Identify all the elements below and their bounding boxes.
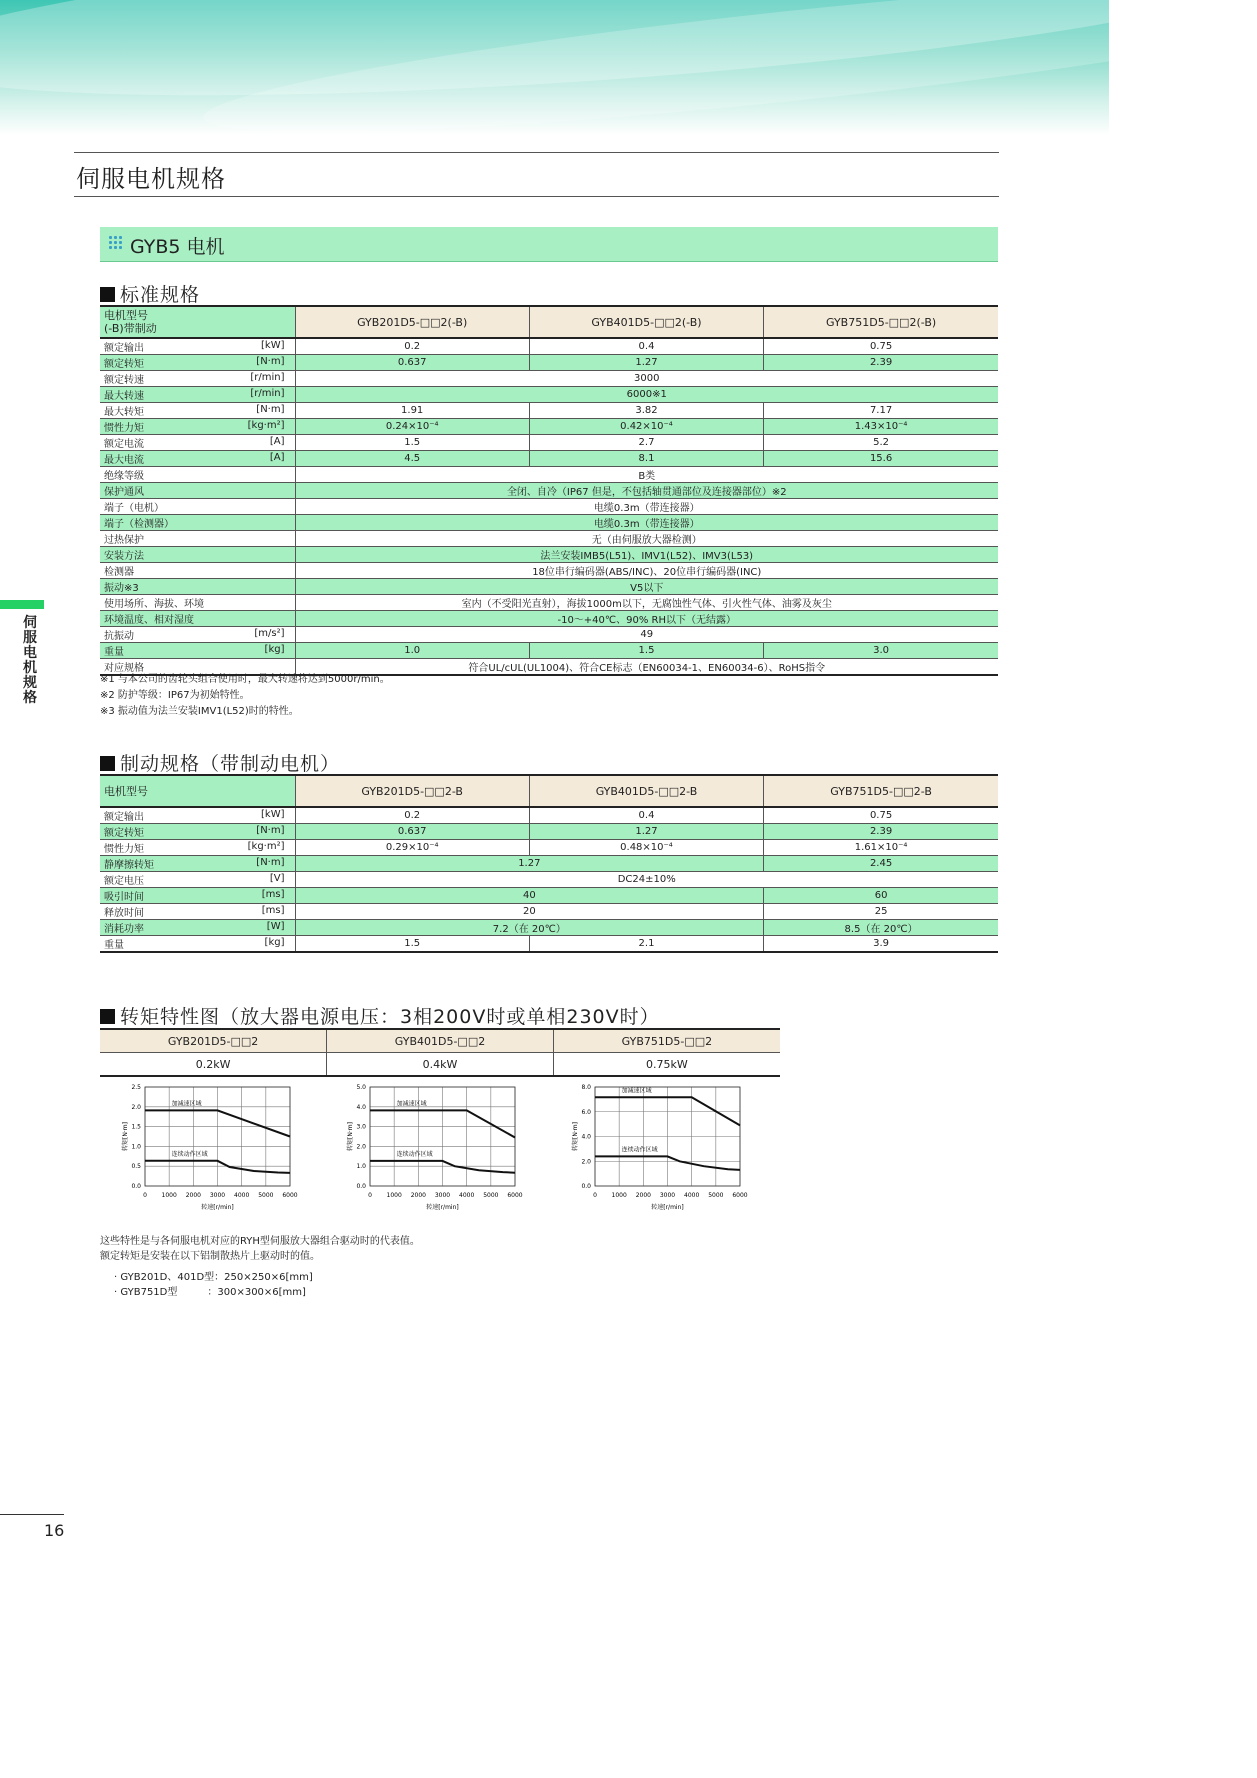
x-tick-label: 2000: [185, 1192, 201, 1199]
footer-rule: [0, 1514, 64, 1515]
x-tick-label: 2000: [410, 1192, 426, 1199]
table-row: [100, 451, 998, 467]
row-value: DC24±10%: [295, 872, 998, 888]
row-label: [100, 435, 295, 451]
model-header: GYB401D5-□□2(-B): [529, 306, 763, 338]
x-tick-label: 5000: [483, 1192, 499, 1199]
table-row: [100, 579, 998, 595]
row-value: 18位串行编码器(ABS/INC)、20位串行编码器(INC): [295, 563, 998, 579]
row-label: [100, 515, 295, 531]
row-unit: [W]: [266, 921, 285, 932]
region-label-accel: 加减速区域: [396, 1100, 427, 1108]
row-value: 1.91: [295, 403, 529, 419]
row-value: 全闭、自冷（IP67 但是，不包括轴贯通部位及连接器部位）※2: [295, 483, 998, 499]
row-label-text: 最大转矩: [104, 407, 144, 418]
row-value: 无（由伺服放大器检测）: [295, 531, 998, 547]
row-value: 3.0: [764, 643, 998, 659]
row-unit: [kW]: [261, 809, 285, 820]
row-value: 0.75: [764, 338, 998, 355]
x-tick-label: 6000: [732, 1192, 748, 1199]
table-header-row: [100, 775, 998, 807]
row-unit: [kg]: [264, 644, 285, 655]
x-tick-label: 3000: [434, 1192, 451, 1199]
row-unit: [N·m]: [256, 404, 285, 415]
note: ※1 与本公司的齿轮头组合使用时，最大转速将达到5000r/min。: [100, 674, 390, 685]
table-row: [100, 499, 998, 515]
row-label-text: 重量: [104, 647, 124, 658]
table-row: [100, 595, 998, 611]
row-value: 2.1: [529, 936, 763, 953]
row-label: [100, 419, 295, 435]
table-row: [100, 920, 998, 936]
row-label-text: 端子（检测器）: [104, 519, 174, 530]
row-value: -10～+40℃、90% RH以下（无结露）: [295, 611, 998, 627]
row-value: 0.4: [529, 807, 763, 824]
x-tick-label: 2000: [635, 1192, 651, 1199]
row-label-text: 最大电流: [104, 455, 144, 466]
x-tick-label: 6000: [507, 1192, 523, 1199]
row-label: [100, 563, 295, 579]
row-value: 8.5（在 20℃）: [764, 920, 998, 936]
row-value: 1.43×10⁻⁴: [764, 419, 998, 435]
y-axis-label: 转矩[N·m]: [347, 1122, 354, 1151]
row-value: B类: [295, 467, 998, 483]
note: · GYB201D、401D型：250×250×6[mm]: [114, 1272, 313, 1283]
y-tick-label: 0.0: [131, 1183, 141, 1190]
row-label: [100, 872, 295, 888]
x-axis-label: 转速[r/min]: [201, 1204, 234, 1211]
header-label: [100, 306, 295, 338]
y-tick-label: 2.0: [356, 1143, 366, 1151]
torque-chart-1: [340, 1078, 540, 1218]
row-label-text: 惯性力矩: [104, 423, 144, 434]
y-tick-label: 4.0: [581, 1133, 591, 1141]
row-value: 符合UL/cUL(UL1004)、符合CE标志（EN60034-1、EN60034-6）、RoHS指令: [295, 659, 998, 676]
row-value: 1.27: [529, 824, 763, 840]
torque-model: GYB751D5-□□2: [553, 1029, 780, 1053]
row-value: 0.75: [764, 807, 998, 824]
row-unit: [N·m]: [256, 857, 285, 868]
x-tick-label: 4000: [684, 1192, 700, 1199]
region-label-accel: 加减速区域: [171, 1100, 202, 1108]
table-row: [100, 824, 998, 840]
header-label-line: 电机型号: [104, 309, 148, 322]
row-label: [100, 547, 295, 563]
note: 额定转矩是安装在以下铝制散热片上驱动时的值。: [100, 1251, 320, 1262]
brake-spec-table: [100, 774, 998, 953]
y-tick-label: 0.0: [356, 1183, 366, 1190]
y-tick-label: 1.0: [131, 1143, 141, 1151]
dot-grid-icon: [108, 235, 124, 251]
x-tick-label: 5000: [258, 1192, 274, 1199]
brake-spec-heading: 制动规格（带制动电机）: [100, 749, 340, 776]
row-label: [100, 920, 295, 936]
row-label-text: 额定转矩: [104, 828, 144, 839]
row-value: 40: [295, 888, 764, 904]
row-value: 0.24×10⁻⁴: [295, 419, 529, 435]
row-value: 7.2（在 20℃）: [295, 920, 764, 936]
side-tab-stripe: [0, 600, 44, 609]
row-label-text: 绝缘等级: [104, 471, 144, 482]
row-value: 0.42×10⁻⁴: [529, 419, 763, 435]
row-label-text: 额定电压: [104, 876, 144, 887]
row-value: 20: [295, 904, 764, 920]
table-row: [100, 338, 998, 355]
row-label: [100, 371, 295, 387]
row-label-text: 消耗功率: [104, 924, 144, 935]
section-title-bar: [100, 227, 998, 262]
row-label: [100, 643, 295, 659]
row-label: [100, 611, 295, 627]
row-label: [100, 403, 295, 419]
row-value: 电缆0.3m（带连接器）: [295, 499, 998, 515]
row-value: 3000: [295, 371, 998, 387]
torque-model: GYB201D5-□□2: [100, 1029, 327, 1053]
row-value: 2.45: [764, 856, 998, 872]
row-label-text: 环境温度、相对湿度: [104, 615, 194, 626]
x-tick-label: 0: [143, 1192, 147, 1199]
y-tick-label: 1.0: [356, 1163, 366, 1171]
row-value: 1.0: [295, 643, 529, 659]
table-row: [100, 936, 998, 953]
row-value: 1.5: [295, 435, 529, 451]
row-value: 0.637: [295, 355, 529, 371]
table-row: [100, 531, 998, 547]
x-tick-label: 0: [368, 1192, 372, 1199]
x-tick-label: 1000: [386, 1192, 402, 1199]
row-label-text: 使用场所、海拔、环境: [104, 599, 204, 610]
y-tick-label: 1.5: [131, 1123, 141, 1131]
row-label-text: 保护通风: [104, 487, 144, 498]
note: ※2 防护等级：IP67为初始特性。: [100, 690, 250, 701]
y-tick-label: 2.5: [131, 1084, 141, 1091]
table-row: [100, 627, 998, 643]
table-row: [100, 467, 998, 483]
row-unit: [ms]: [261, 905, 285, 916]
row-label: [100, 483, 295, 499]
row-value: 3.9: [764, 936, 998, 953]
torque-notes: [100, 1234, 420, 1300]
note: ※3 振动值为法兰安装IMV1(L52)时的特性。: [100, 706, 299, 717]
row-label-text: 检测器: [104, 567, 134, 578]
note: · GYB751D型 ：300×300×6[mm]: [114, 1287, 306, 1298]
header-label: 电机型号: [100, 775, 295, 807]
x-tick-label: 1000: [161, 1192, 177, 1199]
row-value: 6000※1: [295, 387, 998, 403]
table-row: [100, 807, 998, 824]
table-row: [100, 872, 998, 888]
row-value: 0.2: [295, 807, 529, 824]
torque-model-table: [100, 1028, 780, 1077]
region-label-cont: 连续动作区域: [171, 1150, 208, 1158]
x-tick-label: 3000: [659, 1192, 676, 1199]
torque-heading: 转矩特性图（放大器电源电压：3相200V时或单相230V时）: [100, 1002, 660, 1029]
row-unit: [kg·m²]: [247, 841, 285, 852]
table-row: [100, 387, 998, 403]
x-tick-label: 5000: [708, 1192, 724, 1199]
row-label: [100, 355, 295, 371]
header-label-line: (-B)带制动: [104, 322, 157, 335]
row-value: 1.5: [529, 643, 763, 659]
row-label: [100, 936, 295, 953]
row-value: 1.61×10⁻⁴: [764, 840, 998, 856]
table-row: [100, 856, 998, 872]
row-value: 7.17: [764, 403, 998, 419]
x-tick-label: 1000: [611, 1192, 627, 1199]
row-value: 25: [764, 904, 998, 920]
row-label: [100, 451, 295, 467]
region-label-accel: 加减速区域: [621, 1087, 652, 1095]
row-label-text: 静摩擦转矩: [104, 860, 154, 871]
row-value: 1.27: [529, 355, 763, 371]
row-label-text: 端子（电机）: [104, 503, 164, 514]
row-label-text: 振动※3: [104, 583, 139, 594]
torque-chart-0: [115, 1078, 315, 1218]
row-unit: [N·m]: [256, 356, 285, 367]
row-label: [100, 807, 295, 824]
row-unit: [m/s²]: [254, 628, 285, 639]
row-value: 0.637: [295, 824, 529, 840]
row-label: [100, 888, 295, 904]
row-label-text: 重量: [104, 940, 124, 951]
row-label: [100, 579, 295, 595]
row-label-text: 额定电流: [104, 439, 144, 450]
y-axis-label: 转矩[N·m]: [122, 1122, 129, 1151]
note: 这些特性是与各伺服电机对应的RYH型伺服放大器组合驱动时的代表值。: [100, 1236, 420, 1247]
row-value: 2.7: [529, 435, 763, 451]
table-row: [100, 419, 998, 435]
row-label-text: 额定转速: [104, 375, 144, 386]
row-unit: [kW]: [261, 340, 285, 351]
torque-chart-2: [565, 1078, 765, 1218]
row-value: 室内（不受阳光直射），海拔1000m以下，无腐蚀性气体、引火性气体、油雾及灰尘: [295, 595, 998, 611]
row-value: 2.39: [764, 824, 998, 840]
y-tick-label: 3.0: [356, 1123, 366, 1131]
section-title: GYB5 电机: [130, 236, 225, 258]
y-tick-label: 5.0: [356, 1084, 366, 1091]
x-axis-label: 转速[r/min]: [651, 1204, 684, 1211]
table-row: [100, 547, 998, 563]
row-value: 0.48×10⁻⁴: [529, 840, 763, 856]
row-value: 4.5: [295, 451, 529, 467]
row-value: 3.82: [529, 403, 763, 419]
row-value: 0.29×10⁻⁴: [295, 840, 529, 856]
row-label-text: 额定转矩: [104, 359, 144, 370]
model-header: GYB751D5-□□2(-B): [764, 306, 998, 338]
row-value: 0.2: [295, 338, 529, 355]
row-value: 1.5: [295, 936, 529, 953]
y-tick-label: 6.0: [581, 1108, 591, 1116]
table-row: [100, 888, 998, 904]
torque-model: GYB401D5-□□2: [327, 1029, 554, 1053]
row-value: 60: [764, 888, 998, 904]
row-value: V5以下: [295, 579, 998, 595]
model-header: GYB201D5-□□2-B: [295, 775, 529, 807]
row-value: 法兰安装IMB5(L51)、IMV1(L52)、IMV3(L53): [295, 547, 998, 563]
x-tick-label: 4000: [234, 1192, 250, 1199]
row-label-text: 额定输出: [104, 343, 144, 354]
row-label-text: 过热保护: [104, 535, 144, 546]
y-tick-label: 2.0: [581, 1158, 591, 1166]
row-label: [100, 338, 295, 355]
row-label: [100, 387, 295, 403]
row-value: 8.1: [529, 451, 763, 467]
row-value: 电缆0.3m（带连接器）: [295, 515, 998, 531]
torque-output: 0.2kW: [100, 1053, 327, 1077]
table-row: [100, 355, 998, 371]
row-unit: [N·m]: [256, 825, 285, 836]
x-tick-label: 6000: [282, 1192, 298, 1199]
table-row: [100, 840, 998, 856]
row-label: [100, 467, 295, 483]
page-title: 伺服电机规格: [74, 152, 999, 197]
y-tick-label: 0.5: [131, 1163, 141, 1171]
row-value: 49: [295, 627, 998, 643]
row-unit: [r/min]: [250, 388, 285, 399]
row-label: [100, 499, 295, 515]
table-row: [100, 371, 998, 387]
page-number: 16: [44, 1521, 65, 1540]
standard-spec-table: [100, 305, 998, 676]
x-tick-label: 3000: [209, 1192, 226, 1199]
y-tick-label: 4.0: [356, 1103, 366, 1111]
row-unit: [A]: [269, 436, 285, 447]
region-label-cont: 连续动作区域: [396, 1150, 433, 1158]
y-tick-label: 8.0: [581, 1084, 591, 1091]
side-label: 伺服电机规格: [23, 615, 37, 706]
row-value: 15.6: [764, 451, 998, 467]
row-unit: [kg]: [264, 937, 285, 948]
table-row: [100, 515, 998, 531]
row-label-text: 惯性力矩: [104, 844, 144, 855]
spec-notes: [100, 672, 390, 720]
y-tick-label: 2.0: [131, 1103, 141, 1111]
row-value: 1.27: [295, 856, 764, 872]
model-header: GYB401D5-□□2-B: [529, 775, 763, 807]
standard-spec-heading: 标准规格: [100, 280, 200, 307]
row-label-text: 额定输出: [104, 812, 144, 823]
table-row: [100, 643, 998, 659]
header-banner: [0, 0, 1109, 135]
row-label: [100, 856, 295, 872]
table-row: [100, 483, 998, 499]
row-label-text: 最大转速: [104, 391, 144, 402]
row-label: [100, 904, 295, 920]
y-axis-label: 转矩[N·m]: [572, 1122, 579, 1151]
row-unit: [A]: [269, 452, 285, 463]
x-axis-label: 转速[r/min]: [426, 1204, 459, 1211]
row-label-text: 对应规格: [104, 663, 144, 674]
model-header: GYB201D5-□□2(-B): [295, 306, 529, 338]
model-header: GYB751D5-□□2-B: [764, 775, 998, 807]
row-label-text: 安装方法: [104, 551, 144, 562]
row-unit: [kg·m²]: [247, 420, 285, 431]
table-header-row: [100, 306, 998, 338]
row-label-text: 释放时间: [104, 908, 144, 919]
row-value: 5.2: [764, 435, 998, 451]
torque-output: 0.75kW: [553, 1053, 780, 1077]
table-row: [100, 435, 998, 451]
row-unit: [V]: [269, 873, 285, 884]
row-label: [100, 531, 295, 547]
y-tick-label: 0.0: [581, 1183, 591, 1190]
row-label: [100, 824, 295, 840]
row-label: [100, 627, 295, 643]
table-row: [100, 563, 998, 579]
region-label-cont: 连续动作区域: [621, 1146, 658, 1154]
row-label: [100, 595, 295, 611]
row-label: [100, 840, 295, 856]
torque-output: 0.4kW: [327, 1053, 554, 1077]
table-row: [100, 403, 998, 419]
table-row: [100, 611, 998, 627]
row-value: 0.4: [529, 338, 763, 355]
table-row: [100, 904, 998, 920]
row-label-text: 吸引时间: [104, 892, 144, 903]
row-unit: [ms]: [261, 889, 285, 900]
x-tick-label: 0: [593, 1192, 597, 1199]
row-label-text: 抗振动: [104, 631, 134, 642]
row-unit: [r/min]: [250, 372, 285, 383]
x-tick-label: 4000: [459, 1192, 475, 1199]
row-value: 2.39: [764, 355, 998, 371]
